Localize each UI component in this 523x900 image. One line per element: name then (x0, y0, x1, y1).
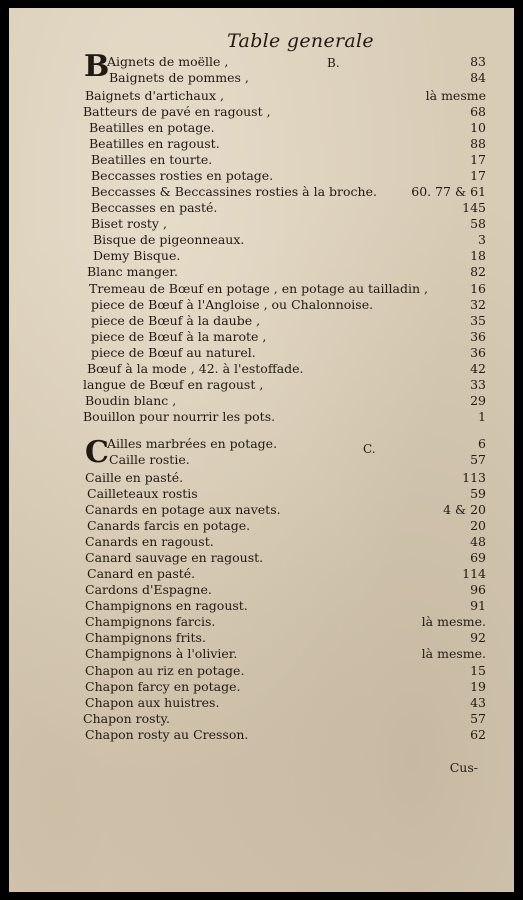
entry-title: Ailles marbrées en potage. (107, 436, 278, 451)
entry-page: 57 (470, 452, 486, 467)
entry-page: 68 (470, 104, 486, 119)
entry-title: Biset rosty , (91, 216, 167, 231)
drop-initial-b: B (84, 49, 110, 84)
entry-title: Demy Bisque. (93, 248, 181, 263)
index-entry (9, 486, 514, 502)
entry-title: Baignets d'artichaux , (85, 88, 224, 103)
index-entry (9, 436, 514, 452)
entry-title: Caille rostie. (109, 452, 190, 467)
entry-page: 88 (470, 136, 486, 151)
entry-page: 59 (470, 486, 486, 501)
entry-page: 113 (462, 470, 486, 485)
entry-title: Baignets de pommes , (109, 70, 249, 85)
index-entry (9, 184, 514, 200)
index-entry (9, 393, 514, 409)
entry-title: Tremeau de Bœuf en potage , en potage au tailladin , (89, 281, 428, 296)
index-entry (9, 136, 514, 152)
entry-title: Caille en pasté. (85, 470, 184, 485)
entry-title: Champignons farcis. (85, 614, 216, 629)
entry-title: Beccasses rosties en potage. (91, 168, 274, 183)
entry-page: 58 (470, 216, 486, 231)
index-entry (9, 502, 514, 518)
index-entry (9, 281, 514, 297)
index-entry (9, 168, 514, 184)
entry-page: 84 (470, 70, 486, 85)
entry-page: 18 (470, 248, 486, 263)
entry-title: Champignons en ragoust. (85, 598, 248, 613)
entry-page: 69 (470, 550, 486, 565)
entry-page: 29 (470, 393, 486, 408)
entry-title: Beatilles en ragoust. (89, 136, 220, 151)
section-marker-b: B. (327, 56, 340, 70)
entry-title: Chapon rosty. (83, 711, 170, 726)
index-entry (9, 248, 514, 264)
index-entry (9, 582, 514, 598)
index-entry (9, 232, 514, 248)
index-entry (9, 711, 514, 727)
index-entry (9, 663, 514, 679)
entry-page: 83 (470, 54, 486, 69)
entry-page: 114 (462, 566, 486, 581)
entry-page: là mesme (425, 88, 486, 103)
drop-initial-c: C (85, 435, 109, 470)
entry-page: là mesme. (421, 614, 486, 629)
index-entry (9, 630, 514, 646)
entry-page: 60. 77 & 61 (411, 184, 486, 199)
index-entry (9, 566, 514, 582)
entry-page: 16 (470, 281, 486, 296)
entry-title: Aignets de moëlle , (107, 54, 229, 69)
entry-title: Canard sauvage en ragoust. (85, 550, 264, 565)
entry-title: Canards farcis en potage. (87, 518, 251, 533)
section-marker-c: C. (363, 442, 376, 456)
entry-page: 4 & 20 (443, 502, 486, 517)
entry-page: 17 (470, 168, 486, 183)
entry-page: 19 (470, 679, 486, 694)
index-entry (9, 88, 514, 104)
entry-title: Chapon aux huistres. (85, 695, 220, 710)
index-entry (9, 550, 514, 566)
index-entry (9, 534, 514, 550)
index-entry (9, 104, 514, 120)
entry-title: Chapon rosty au Cresson. (85, 727, 249, 742)
entry-title: Canard en pasté. (87, 566, 196, 581)
entry-page: 82 (470, 264, 486, 279)
catchword: Cus- (449, 760, 478, 775)
entry-page: 91 (470, 598, 486, 613)
entry-title: Beatilles en potage. (89, 120, 215, 135)
entry-page: 35 (470, 313, 486, 328)
entry-page: 36 (470, 329, 486, 344)
entry-page: 15 (470, 663, 486, 678)
index-entry (9, 70, 514, 86)
entry-title: langue de Bœuf en ragoust , (83, 377, 264, 392)
index-entry (9, 313, 514, 329)
entry-title: Cardons d'Espagne. (85, 582, 212, 597)
entry-page: là mesme. (421, 646, 486, 661)
entry-page: 62 (470, 727, 486, 742)
entry-title: Boudin blanc , (85, 393, 177, 408)
index-entry (9, 361, 514, 377)
entry-title: piece de Bœuf au naturel. (91, 345, 256, 360)
entry-title: Beatilles en tourte. (91, 152, 213, 167)
entry-title: Beccasses en pasté. (91, 200, 218, 215)
index-entry (9, 377, 514, 393)
entry-title: Cailleteaux rostis (87, 486, 198, 501)
entry-page: 145 (462, 200, 486, 215)
index-entry (9, 409, 514, 425)
entry-page: 20 (470, 518, 486, 533)
index-entry (9, 614, 514, 630)
page-header: Table generale (227, 30, 374, 52)
entry-page: 42 (470, 361, 486, 376)
entry-page: 10 (470, 120, 486, 135)
entry-title: piece de Bœuf à la daube , (91, 313, 261, 328)
entry-page: 1 (478, 409, 486, 424)
index-entry (9, 470, 514, 486)
entry-title: piece de Bœuf à la marote , (91, 329, 267, 344)
index-entry (9, 264, 514, 280)
entry-page: 57 (470, 711, 486, 726)
entry-page: 17 (470, 152, 486, 167)
entry-page: 32 (470, 297, 486, 312)
entry-page: 48 (470, 534, 486, 549)
index-entry (9, 727, 514, 743)
entry-title: Chapon au riz en potage. (85, 663, 245, 678)
index-entry (9, 345, 514, 361)
index-entry (9, 329, 514, 345)
entry-title: Blanc manger. (87, 264, 178, 279)
entry-title: Batteurs de pavé en ragoust , (83, 104, 271, 119)
index-entry (9, 452, 514, 468)
entry-page: 36 (470, 345, 486, 360)
entry-title: piece de Bœuf à l'Angloise , ou Chalonnoise. (91, 297, 374, 312)
index-entry (9, 679, 514, 695)
index-entry (9, 54, 514, 70)
index-entry (9, 646, 514, 662)
entry-title: Champignons frits. (85, 630, 206, 645)
entry-title: Bisque de pigeonneaux. (93, 232, 245, 247)
entry-title: Champignons à l'olivier. (85, 646, 238, 661)
index-entry (9, 695, 514, 711)
entry-title: Chapon farcy en potage. (85, 679, 241, 694)
entry-title: Beccasses & Beccassines rosties à la broche. (91, 184, 377, 199)
entry-page: 96 (470, 582, 486, 597)
index-entry (9, 200, 514, 216)
entry-page: 33 (470, 377, 486, 392)
entry-page: 6 (478, 436, 486, 451)
entry-title: Bœuf à la mode , 42. à l'estoffade. (87, 361, 304, 376)
index-entry (9, 297, 514, 313)
entry-title: Canards en ragoust. (85, 534, 214, 549)
entry-page: 3 (478, 232, 486, 247)
entry-page: 43 (470, 695, 486, 710)
index-entry (9, 216, 514, 232)
entry-page: 92 (470, 630, 486, 645)
index-entry (9, 120, 514, 136)
index-entry (9, 152, 514, 168)
entry-title: Canards en potage aux navets. (85, 502, 281, 517)
book-page (9, 8, 514, 892)
index-entry (9, 518, 514, 534)
entry-title: Bouillon pour nourrir les pots. (83, 409, 276, 424)
index-entry (9, 598, 514, 614)
